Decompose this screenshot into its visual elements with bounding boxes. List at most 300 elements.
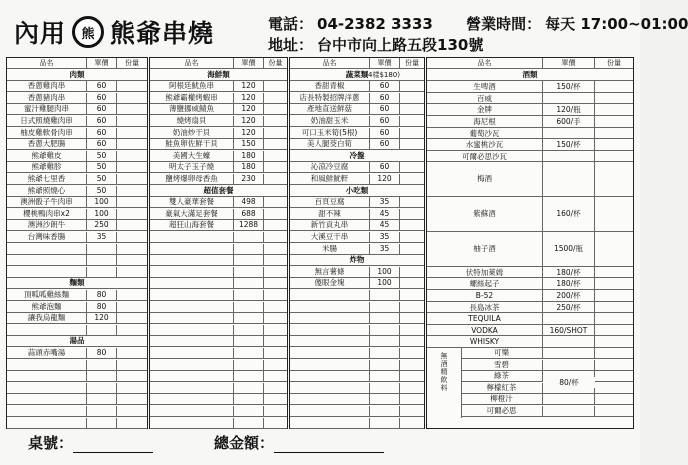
item-price xyxy=(234,336,264,346)
qty-field[interactable] xyxy=(117,162,147,172)
qty-field[interactable] xyxy=(264,394,287,404)
qty-field[interactable] xyxy=(595,371,633,381)
qty-field[interactable] xyxy=(117,151,147,161)
qty-field[interactable] xyxy=(264,290,287,300)
qty-field[interactable] xyxy=(595,302,633,313)
item-name: 櫻桃鴨肉串x2 xyxy=(7,209,87,219)
item-name xyxy=(290,336,370,346)
section-header: 湯品 xyxy=(69,336,85,346)
item-name: 可口玉米筍(5根) xyxy=(290,128,370,138)
qty-field[interactable] xyxy=(264,209,287,219)
qty-field[interactable] xyxy=(595,81,633,92)
item-price xyxy=(543,151,595,162)
qty-field[interactable] xyxy=(117,348,147,358)
qty-field[interactable] xyxy=(400,244,424,254)
table-row xyxy=(7,174,147,185)
qty-field[interactable] xyxy=(400,360,424,370)
qty-field[interactable] xyxy=(117,197,147,207)
total-amount-label: 總金額： xyxy=(214,434,275,452)
qty-field[interactable] xyxy=(595,151,633,162)
table-row xyxy=(7,209,147,220)
header-name: 品名 xyxy=(150,58,234,68)
qty-field[interactable] xyxy=(117,302,147,312)
qty-field[interactable] xyxy=(400,313,424,323)
item-name: 澳洲骰子牛肉串 xyxy=(7,197,87,207)
qty-field[interactable] xyxy=(117,186,147,196)
item-price: 1500/瓶 xyxy=(543,232,595,266)
item-name: 燒烤扇貝 xyxy=(150,116,234,126)
table-row xyxy=(290,197,424,208)
table-row xyxy=(290,244,424,255)
qty-field[interactable] xyxy=(117,418,147,428)
qty-field[interactable] xyxy=(117,104,147,114)
qty-field[interactable] xyxy=(400,371,424,381)
qty-field[interactable] xyxy=(264,232,287,242)
item-name xyxy=(150,394,234,404)
qty-field[interactable] xyxy=(264,267,287,277)
item-name: 螺絲起子 xyxy=(427,278,543,289)
qty-field[interactable] xyxy=(264,93,287,103)
table-row xyxy=(427,336,633,348)
item-price: 498 xyxy=(234,197,264,207)
item-name xyxy=(290,394,370,404)
total-amount-field[interactable] xyxy=(274,438,384,453)
table-row xyxy=(290,220,424,231)
qty-field[interactable] xyxy=(117,255,147,265)
qty-field[interactable] xyxy=(595,348,633,358)
bear-logo-icon: 熊 xyxy=(72,16,104,48)
qty-field[interactable] xyxy=(117,174,147,184)
item-price xyxy=(543,162,595,196)
qty-field[interactable] xyxy=(400,197,424,207)
phone-label: 電話： xyxy=(268,15,314,33)
item-name xyxy=(7,255,87,265)
section-row xyxy=(7,278,147,289)
item-price xyxy=(234,244,264,254)
qty-field[interactable] xyxy=(264,162,287,172)
qty-field[interactable] xyxy=(117,290,147,300)
empty-row xyxy=(290,290,424,301)
qty-field[interactable] xyxy=(400,278,424,288)
item-price: 60 xyxy=(87,139,117,149)
item-name: 無言薯條 xyxy=(290,267,370,277)
qty-field[interactable] xyxy=(264,244,287,254)
item-price xyxy=(370,313,400,323)
item-name: 蜜汁雞腿肉串 xyxy=(7,104,87,114)
section-row xyxy=(290,151,424,162)
header-name: 品名 xyxy=(7,58,87,68)
qty-field[interactable] xyxy=(117,139,147,149)
table-row xyxy=(427,162,633,197)
item-price: 60 xyxy=(370,81,400,91)
qty-field[interactable] xyxy=(400,290,424,300)
table-number-field[interactable] xyxy=(73,438,153,453)
item-price xyxy=(234,232,264,242)
item-price: 230 xyxy=(234,174,264,184)
item-name: 新竹貢丸串 xyxy=(290,220,370,230)
empty-row xyxy=(150,360,287,371)
table-row xyxy=(150,151,287,162)
qty-field[interactable] xyxy=(400,348,424,358)
qty-field[interactable] xyxy=(117,116,147,126)
qty-field[interactable] xyxy=(117,394,147,404)
qty-field[interactable] xyxy=(595,232,633,266)
item-price: 60 xyxy=(370,128,400,138)
table-row xyxy=(7,151,147,162)
qty-field[interactable] xyxy=(117,93,147,103)
empty-row xyxy=(7,418,147,429)
empty-row xyxy=(150,302,287,313)
item-name: 薄鹽挪威鯖魚 xyxy=(150,104,234,114)
qty-field[interactable] xyxy=(400,406,424,416)
qty-field[interactable] xyxy=(264,348,287,358)
table-row xyxy=(7,128,147,139)
item-name: 店長特製招牌洋蔥 xyxy=(290,93,370,103)
empty-row xyxy=(7,394,147,405)
section-header: 肉類 xyxy=(69,69,85,79)
qty-field[interactable] xyxy=(400,418,424,428)
item-price: 80 xyxy=(87,290,117,300)
item-name xyxy=(290,348,370,358)
qty-field[interactable] xyxy=(400,232,424,242)
empty-row xyxy=(150,313,287,324)
qty-field[interactable] xyxy=(595,128,633,139)
qty-field[interactable] xyxy=(400,209,424,219)
qty-field[interactable] xyxy=(117,360,147,370)
qty-field[interactable] xyxy=(400,128,424,138)
item-name: 熊爺照燒心 xyxy=(7,186,87,196)
qty-field[interactable] xyxy=(264,116,287,126)
menu-column-seafood xyxy=(149,57,288,429)
qty-field[interactable] xyxy=(595,162,633,196)
empty-row xyxy=(290,360,424,371)
qty-field[interactable] xyxy=(400,302,424,312)
column-header-row xyxy=(150,58,287,69)
qty-field[interactable] xyxy=(264,371,287,381)
qty-field[interactable] xyxy=(400,93,424,103)
qty-field[interactable] xyxy=(264,128,287,138)
item-name xyxy=(290,325,370,335)
table-row xyxy=(290,128,424,139)
empty-row xyxy=(290,325,424,336)
empty-row xyxy=(7,406,147,417)
qty-field[interactable] xyxy=(595,197,633,231)
table-row xyxy=(7,348,147,359)
item-price: 160/SHOT xyxy=(543,325,595,336)
item-name xyxy=(150,418,234,428)
item-name: 明太子玉子燒 xyxy=(150,162,234,172)
table-row xyxy=(7,302,147,313)
item-name xyxy=(290,383,370,393)
address-value: 台中市向上路五段130號 xyxy=(317,36,484,54)
qty-field[interactable] xyxy=(264,313,287,323)
item-price xyxy=(543,360,595,370)
non-alcoholic-label: 無酒精飲料 xyxy=(440,352,448,392)
header-price: 單價 xyxy=(370,58,400,68)
item-name: 奶油甜玉米 xyxy=(290,116,370,126)
item-name: 生啤酒 xyxy=(427,81,543,92)
qty-field[interactable] xyxy=(400,336,424,346)
item-price: 35 xyxy=(370,244,400,254)
item-name: 豪氣大滿足套餐 xyxy=(150,209,234,219)
item-name xyxy=(290,418,370,428)
empty-row xyxy=(290,336,424,347)
header-qty: 份量 xyxy=(607,59,621,67)
qty-field[interactable] xyxy=(117,371,147,381)
item-name: 可爾必思 xyxy=(461,406,543,416)
qty-field[interactable] xyxy=(264,255,287,265)
header-name: 品名 xyxy=(427,58,543,68)
qty-field[interactable] xyxy=(117,220,147,230)
table-row xyxy=(290,93,424,104)
qty-field[interactable] xyxy=(400,116,424,126)
item-name: 檸檬紅茶 xyxy=(461,383,543,393)
qty-field[interactable] xyxy=(595,325,633,336)
item-price: 60 xyxy=(370,104,400,114)
qty-field[interactable] xyxy=(400,220,424,230)
qty-field[interactable] xyxy=(264,406,287,416)
qty-field[interactable] xyxy=(117,128,147,138)
qty-field[interactable] xyxy=(264,139,287,149)
qty-field[interactable] xyxy=(595,116,633,127)
item-price: 120 xyxy=(234,81,264,91)
qty-field[interactable] xyxy=(264,197,287,207)
item-name: 可爾必思沙瓦 xyxy=(427,151,543,162)
qty-field[interactable] xyxy=(117,383,147,393)
item-price xyxy=(87,394,117,404)
item-price: 250 xyxy=(87,220,117,230)
qty-field[interactable] xyxy=(400,267,424,277)
item-price: 60 xyxy=(87,93,117,103)
item-name: 奶油炒干貝 xyxy=(150,128,234,138)
table-row xyxy=(7,93,147,104)
table-row xyxy=(461,394,633,405)
item-name xyxy=(7,406,87,416)
item-price xyxy=(370,302,400,312)
item-price xyxy=(234,255,264,265)
item-name: 台灣味香腸 xyxy=(7,232,87,242)
item-name: 香蔥豬肉串 xyxy=(7,93,87,103)
qty-field[interactable] xyxy=(595,290,633,301)
empty-row xyxy=(150,232,287,243)
item-name: B-52 xyxy=(427,290,543,301)
item-name: 紫蘇酒 xyxy=(427,197,543,231)
dine-in-label: 內用 xyxy=(14,19,67,48)
item-name: 長島冰茶 xyxy=(427,302,543,313)
item-name xyxy=(290,302,370,312)
qty-field[interactable] xyxy=(400,394,424,404)
item-price xyxy=(370,418,400,428)
table-row xyxy=(427,116,633,128)
item-price: 120 xyxy=(234,93,264,103)
empty-row xyxy=(150,383,287,394)
item-price: 60 xyxy=(370,162,400,172)
item-price xyxy=(234,418,264,428)
hours-value: 每天 17:00~01:00 xyxy=(545,15,688,33)
item-price xyxy=(543,348,595,358)
item-price xyxy=(234,290,264,300)
qty-field[interactable] xyxy=(400,325,424,335)
qty-field[interactable] xyxy=(117,406,147,416)
empty-row xyxy=(290,383,424,394)
qty-field[interactable] xyxy=(595,406,633,416)
qty-field[interactable] xyxy=(400,174,424,184)
table-row xyxy=(427,128,633,140)
qty-field[interactable] xyxy=(264,151,287,161)
qty-field[interactable] xyxy=(400,162,424,172)
item-price xyxy=(234,383,264,393)
item-name: 海尼根 xyxy=(427,116,543,127)
qty-field[interactable] xyxy=(117,209,147,219)
qty-field[interactable] xyxy=(595,313,633,324)
item-name xyxy=(150,360,234,370)
item-price: 35 xyxy=(370,232,400,242)
item-price xyxy=(87,244,117,254)
qty-field[interactable] xyxy=(264,81,287,91)
item-name xyxy=(150,278,234,288)
qty-field[interactable] xyxy=(400,383,424,393)
qty-field[interactable] xyxy=(595,278,633,289)
section-header: 小吃類 xyxy=(345,185,369,195)
qty-field[interactable] xyxy=(264,336,287,346)
table-row xyxy=(150,128,287,139)
item-price: 120 xyxy=(234,104,264,114)
table-row xyxy=(290,162,424,173)
item-price: 100 xyxy=(87,197,117,207)
qty-field[interactable] xyxy=(595,267,633,278)
section-row xyxy=(150,186,287,197)
qty-field[interactable] xyxy=(595,360,633,370)
item-price: 1288 xyxy=(234,220,264,230)
empty-row xyxy=(150,325,287,336)
item-name xyxy=(7,383,87,393)
table-row xyxy=(427,197,633,232)
item-price xyxy=(234,371,264,381)
qty-field[interactable] xyxy=(117,313,147,323)
item-price xyxy=(543,93,595,104)
qty-field[interactable] xyxy=(264,418,287,428)
item-name xyxy=(150,348,234,358)
qty-field[interactable] xyxy=(595,394,633,404)
header-price: 單價 xyxy=(234,58,264,68)
qty-field[interactable] xyxy=(595,336,633,347)
item-name: 可樂 xyxy=(461,348,543,358)
qty-field[interactable] xyxy=(264,220,287,230)
qty-field[interactable] xyxy=(117,232,147,242)
table-row xyxy=(290,81,424,92)
item-price: 100 xyxy=(370,278,400,288)
item-name: 鮭魚卵佐鮮干貝 xyxy=(150,139,234,149)
table-row xyxy=(290,116,424,127)
item-price xyxy=(87,406,117,416)
item-price: 60 xyxy=(370,139,400,149)
item-price xyxy=(543,394,595,404)
qty-field[interactable] xyxy=(264,104,287,114)
item-price: 180/杯 xyxy=(543,267,595,278)
qty-field[interactable] xyxy=(400,139,424,149)
menu-column-drinks xyxy=(426,57,634,429)
section-note: (4樣$180) xyxy=(365,70,400,79)
item-name: 柚皮雞軟骨肉串 xyxy=(7,128,87,138)
item-price: 35 xyxy=(370,197,400,207)
empty-row xyxy=(7,371,147,382)
empty-row xyxy=(150,278,287,289)
item-price: 100 xyxy=(87,209,117,219)
empty-row xyxy=(150,418,287,429)
table-row xyxy=(150,139,287,150)
non-alcoholic-price: 80/杯 xyxy=(543,377,595,388)
item-price xyxy=(543,313,595,324)
table-row xyxy=(150,197,287,208)
table-row xyxy=(150,209,287,220)
qty-field[interactable] xyxy=(595,104,633,115)
qty-field[interactable] xyxy=(264,360,287,370)
qty-field[interactable] xyxy=(400,81,424,91)
item-price: 150/杯 xyxy=(543,81,595,92)
item-name: 百威 xyxy=(427,93,543,104)
item-name xyxy=(150,290,234,300)
table-row xyxy=(290,232,424,243)
section-header: 冷盤 xyxy=(349,150,365,160)
qty-field[interactable] xyxy=(264,325,287,335)
qty-field[interactable] xyxy=(400,104,424,114)
qty-field[interactable] xyxy=(595,93,633,104)
table-row xyxy=(7,81,147,92)
qty-field[interactable] xyxy=(117,244,147,254)
item-name: VODKA xyxy=(427,325,543,336)
qty-field[interactable] xyxy=(117,267,147,277)
table-row xyxy=(427,104,633,116)
item-price: 180/杯 xyxy=(543,278,595,289)
qty-field[interactable] xyxy=(264,174,287,184)
table-row xyxy=(7,162,147,173)
item-price xyxy=(87,360,117,370)
item-name xyxy=(7,371,87,381)
item-price: 120 xyxy=(370,174,400,184)
item-name: 雪碧 xyxy=(461,360,543,370)
empty-row xyxy=(150,394,287,405)
table-number-label: 桌號： xyxy=(28,434,74,452)
table-row xyxy=(7,186,147,197)
item-name: 蒜頭赤嘴湯 xyxy=(7,348,87,358)
qty-field[interactable] xyxy=(117,81,147,91)
qty-field[interactable] xyxy=(595,139,633,150)
item-name: 超狂山海套餐 xyxy=(150,220,234,230)
table-row xyxy=(7,220,147,231)
item-name xyxy=(150,255,234,265)
item-price xyxy=(370,290,400,300)
item-name: 金牌 xyxy=(427,104,543,115)
column-header-row xyxy=(290,58,424,69)
empty-row xyxy=(290,394,424,405)
qty-field[interactable] xyxy=(117,325,147,335)
qty-field[interactable] xyxy=(264,383,287,393)
table-row xyxy=(7,232,147,243)
table-row xyxy=(461,348,633,359)
empty-row xyxy=(7,267,147,278)
qty-field[interactable] xyxy=(264,278,287,288)
item-name xyxy=(150,244,234,254)
item-price: 180 xyxy=(234,162,264,172)
empty-row xyxy=(290,418,424,429)
item-name xyxy=(150,406,234,416)
header-price: 單價 xyxy=(87,58,117,68)
address-label: 地址： xyxy=(268,36,314,54)
shop-name: 熊爺串燒 xyxy=(110,19,215,48)
qty-field[interactable] xyxy=(264,302,287,312)
section-header: 麵類 xyxy=(69,278,85,288)
qty-field[interactable] xyxy=(595,383,633,393)
